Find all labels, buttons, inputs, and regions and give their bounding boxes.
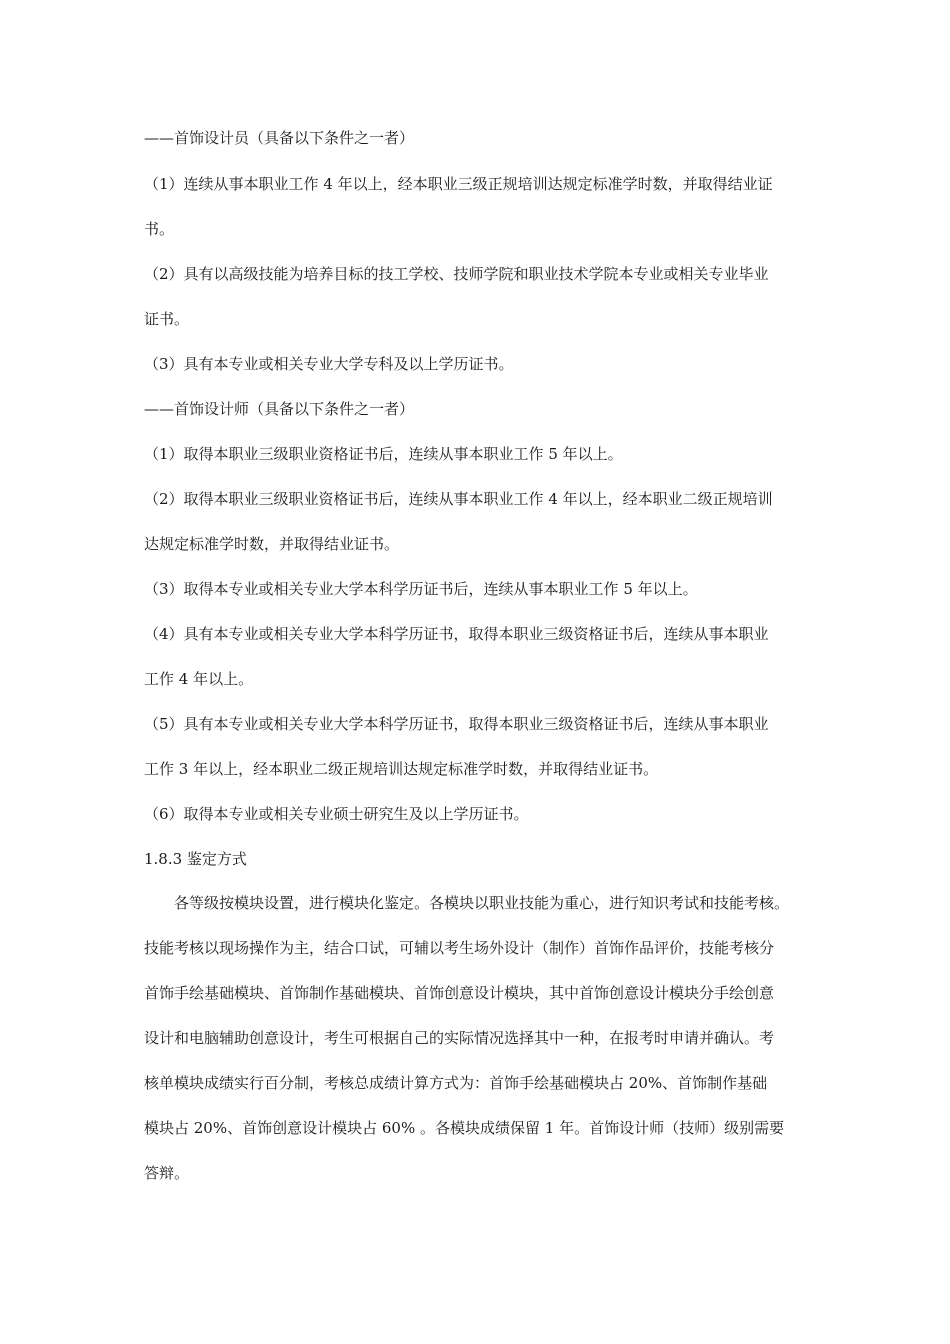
paragraph-line: 设计和电脑辅助创意设计，考生可根据自己的实际情况选择其中一种，在报考时申请并确认。考 — [144, 1029, 775, 1047]
text-line: （3）具有本专业或相关专业大学专科及以上学历证书。 — [144, 355, 514, 373]
section-heading-designer: ——首饰设计师（具备以下条件之一者） — [144, 400, 415, 418]
text-line: （5）具有本专业或相关专业大学本科学历证书，取得本职业三级资格证书后，连续从事本职业 — [144, 715, 769, 733]
paragraph-line: 首饰手绘基础模块、首饰制作基础模块、首饰创意设计模块，其中首饰创意设计模块分手绘创意 — [144, 984, 775, 1002]
paragraph-line: 核单模块成绩实行百分制，考核总成绩计算方式为：首饰手绘基础模块占 20%、首饰制作基础 — [144, 1074, 768, 1092]
section-heading-designer-assistant: ——首饰设计员（具备以下条件之一者） — [144, 129, 415, 147]
text-line: （6）取得本专业或相关专业硕士研究生及以上学历证书。 — [144, 805, 529, 823]
paragraph-line: 各等级按模块设置，进行模块化鉴定。各模块以职业技能为重心，进行知识考试和技能考核。 — [174, 894, 790, 912]
paragraph-line: 技能考核以现场操作为主，结合口试，可辅以考生场外设计（制作）首饰作品评价，技能考核分 — [144, 939, 775, 957]
text-line: （1）连续从事本职业工作 4 年以上，经本职业三级正规培训达规定标准学时数，并取得结业证 — [144, 175, 773, 193]
text-line: 证书。 — [144, 310, 190, 328]
text-line: 书。 — [144, 220, 175, 238]
text-line: （1）取得本职业三级职业资格证书后，连续从事本职业工作 5 年以上。 — [144, 445, 623, 463]
section-heading-assessment-method: 1.8.3 鉴定方式 — [144, 850, 247, 868]
paragraph-line: 模块占 20%、首饰创意设计模块占 60% 。各模块成绩保留 1 年。首饰设计师（技师）级别需要 — [144, 1119, 785, 1137]
text-line: 工作 4 年以上。 — [144, 670, 254, 688]
text-line: 工作 3 年以上，经本职业二级正规培训达规定标准学时数，并取得结业证书。 — [144, 760, 659, 778]
text-line: （2）取得本职业三级职业资格证书后，连续从事本职业工作 4 年以上，经本职业二级正规培训 — [144, 490, 773, 508]
text-line: （2）具有以高级技能为培养目标的技工学校、技师学院和职业技术学院本专业或相关专业毕业 — [144, 265, 769, 283]
text-line: 达规定标准学时数，并取得结业证书。 — [144, 535, 400, 553]
text-line: （4）具有本专业或相关专业大学本科学历证书，取得本职业三级资格证书后，连续从事本职业 — [144, 625, 769, 643]
paragraph-line: 答辩。 — [144, 1164, 190, 1182]
text-line: （3）取得本专业或相关专业大学本科学历证书后，连续从事本职业工作 5 年以上。 — [144, 580, 698, 598]
